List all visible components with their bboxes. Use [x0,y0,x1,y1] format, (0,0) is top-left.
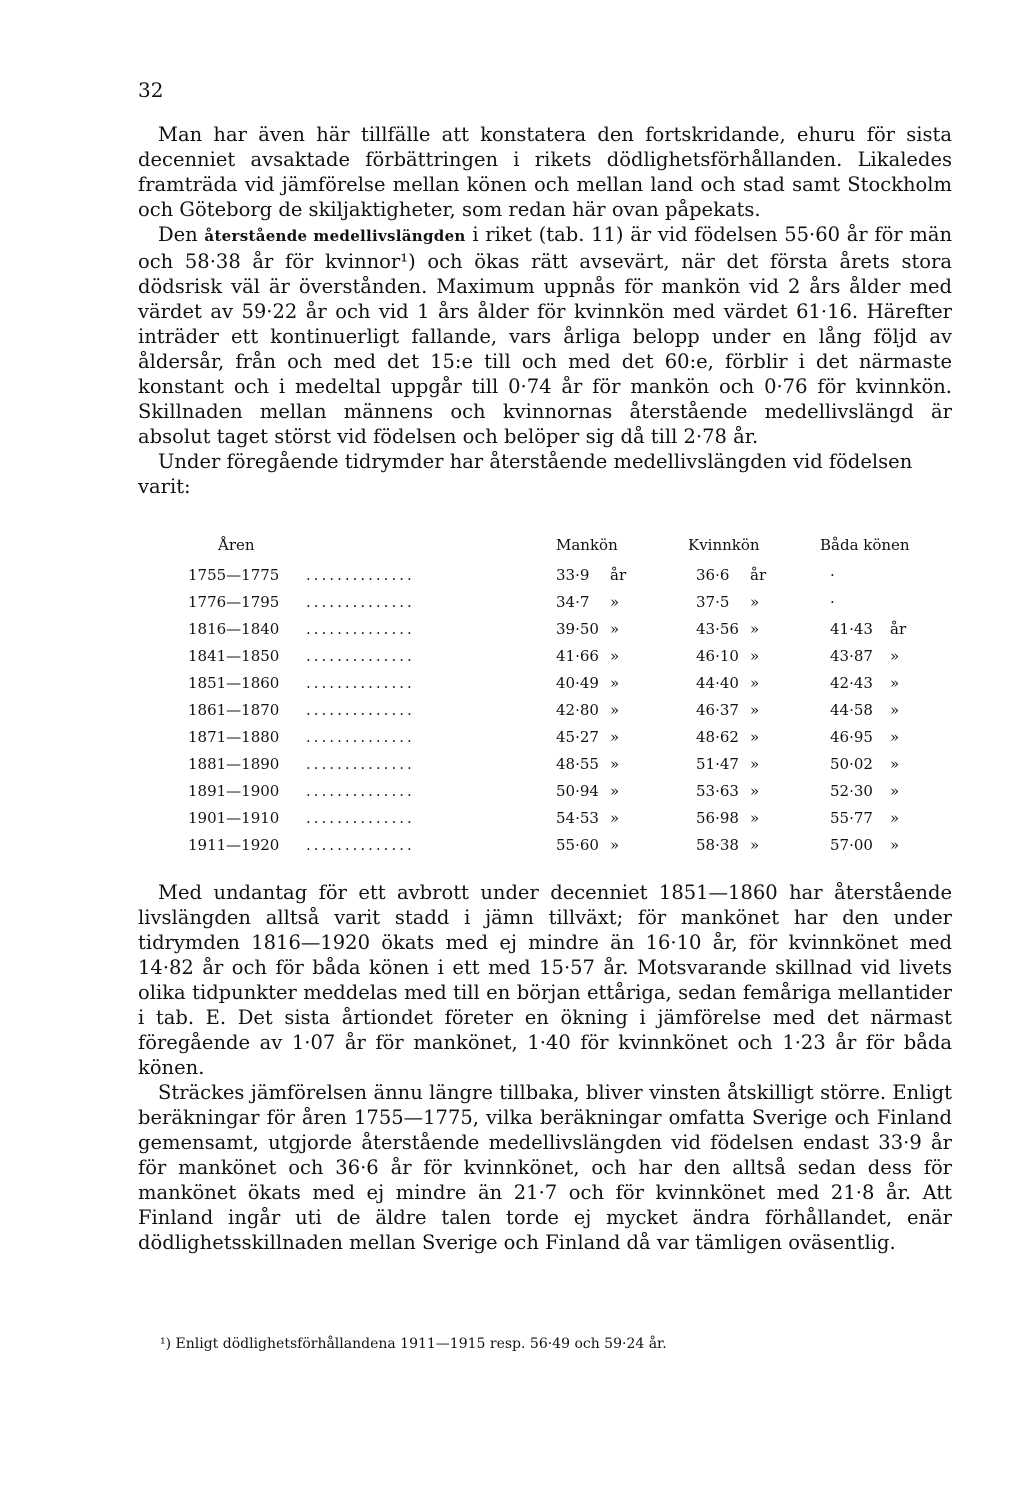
leader-dots: .............. [306,755,415,773]
life-expectancy-table [188,536,928,863]
cell-female-unit: » [750,809,760,827]
cell-years: 1881—1890 [188,755,280,773]
table-body [188,566,928,863]
emphasized-term: återstående medellivslängden [204,227,466,245]
table-row [188,755,928,782]
cell-both-unit: » [890,728,900,746]
paragraph-3: Under föregående tidrymder har återstående medellivslängden vid födelsen varit: [138,450,913,498]
cell-both-unit: » [890,782,900,800]
leader-dots: .............. [306,647,415,665]
leader-dots: .............. [306,674,415,692]
paragraph-2-lead: Den [158,223,205,246]
cell-female-unit: » [750,836,760,854]
cell-years: 1861—1870 [188,701,280,719]
cell-female-unit: » [750,620,760,638]
cell-both-unit: » [890,674,900,692]
body-text-top [138,122,952,499]
leader-dots: .............. [306,836,415,854]
paragraph-2 [138,222,952,449]
cell-female-unit: » [750,782,760,800]
cell-male: 42·80 [556,701,599,719]
header-male: Mankön [556,536,618,554]
leader-dots: .............. [306,566,415,584]
cell-years: 1901—1910 [188,809,280,827]
cell-male: 40·49 [556,674,599,692]
cell-years: 1755—1775 [188,566,280,584]
cell-both-unit: » [890,701,900,719]
header-female: Kvinnkön [688,536,760,554]
cell-female: 51·47 [696,755,739,773]
cell-female: 48·62 [696,728,739,746]
cell-both-unit: » [890,809,900,827]
cell-both-unit: år [890,620,907,638]
cell-both-unit: » [890,647,900,665]
cell-female: 36·6 [696,566,730,584]
cell-male-unit: » [610,836,620,854]
paragraph-1: Man har även här tillfälle att konstatera den fortskridande, ehuru för sista decenniet avsaktade förbättringen i rikets dödlighetsförhållanden. Likaledes framträda vid jämförelse mellan könen och mellan land och stad samt Stockholm och Göteborg de skiljaktigheter, som redan här ovan påpekats. [138,123,952,221]
table-row [188,701,928,728]
cell-male: 34·7 [556,593,590,611]
cell-male: 39·50 [556,620,599,638]
header-both: Båda könen [820,536,910,554]
cell-both: 43·87 [830,647,873,665]
cell-female-unit: » [750,755,760,773]
cell-both: 50·02 [830,755,873,773]
leader-dots: .............. [306,809,415,827]
paragraph-4: Med undantag för ett avbrott under decenniet 1851—1860 har återstående livslängden alltså varit stadd i jämn tillväxt; för mankönet har den under tidrymden 1816—1920 ökats med ej mindre än 16·10 år, för kvinnkönet med 14·82 år och för båda könen i ett med 15·57 år. Motsvarande skillnad vid livets olika tidpunkter meddelas med till en början ettåriga, sedan femåriga mellantider i tab. E. Det sista årtiondet företer en ökning i jämförelse med det närmast föregående av 1·07 år för mankönet, 1·40 för kvinnkönet och 1·23 år för båda könen. [138,881,952,1079]
cell-both-unit: » [890,755,900,773]
cell-male: 54·53 [556,809,599,827]
cell-female: 53·63 [696,782,739,800]
cell-male-unit: » [610,809,620,827]
paragraph-2-rest: i riket (tab. 11) är vid födelsen 55·60 år för män och 58·38 år för kvinnor¹) och ökas rätt avsevärt, när det första årets stora dödsrisk väl är överstånden. Maximum uppnås för mankön vid 2 års ålder med värdet av 59·22 år och vid 1 års ålder för kvinnkön med värdet 61·16. Härefter inträder ett kontinuerligt fallande, vars årliga belopp under en lång följd av åldersår, från och med det 15:e till och med det 60:e, förblir i det närmaste konstant och i medeltal uppgår till 0·74 år för mankön och 0·76 för kvinnkön. Skillnaden mellan männens och kvinnornas återstående medellivslängd är absolut taget störst vid födelsen och belöper sig då till 2·78 år. [138,223,953,448]
cell-both: · [830,566,835,584]
cell-male: 45·27 [556,728,599,746]
cell-female: 46·10 [696,647,739,665]
leader-dots: .............. [306,620,415,638]
cell-both: 46·95 [830,728,873,746]
cell-female: 58·38 [696,836,739,854]
cell-female: 37·5 [696,593,730,611]
cell-both: 42·43 [830,674,873,692]
cell-female: 46·37 [696,701,739,719]
cell-male-unit: » [610,647,620,665]
leader-dots: .............. [306,728,415,746]
cell-years: 1841—1850 [188,647,280,665]
cell-male-unit: » [610,620,620,638]
table-row [188,620,928,647]
leader-dots: .............. [306,593,415,611]
cell-female-unit: » [750,728,760,746]
leader-dots: .............. [306,782,415,800]
table-header [188,536,928,566]
cell-male-unit: år [610,566,627,584]
cell-both: 55·77 [830,809,873,827]
cell-years: 1776—1795 [188,593,280,611]
cell-both: · [830,593,835,611]
cell-years: 1911—1920 [188,836,280,854]
cell-male-unit: » [610,674,620,692]
cell-male-unit: » [610,782,620,800]
footnote: ¹) Enligt dödlighetsförhållandena 1911—1915 resp. 56·49 och 59·24 år. [160,1336,667,1352]
paragraph-5: Sträckes jämförelsen ännu längre tillbaka, bliver vinsten åtskilligt större. Enligt beräkningar för åren 1755—1775, vilka beräkningar omfatta Sverige och Finland gemensamt, utgjorde återstående medellivslängden vid födelsen endast 33·9 år för mankönet och 36·6 år för kvinnkönet, och har den alltså sedan dess för mankönet ökats med ej mindre än 21·7 och för kvinnkönet med 21·8 år. Att Finland ingår uti de äldre talen torde ej mycket ändra förhållandet, enär dödlighetsskillnaden mellan Sverige och Finland då var tämligen oväsentlig. [138,1081,952,1254]
cell-female-unit: » [750,701,760,719]
cell-male: 55·60 [556,836,599,854]
header-years: Åren [218,536,255,554]
page-number: 32 [138,78,164,102]
cell-years: 1851—1860 [188,674,280,692]
table-row [188,647,928,674]
leader-dots: .............. [306,701,415,719]
table-row [188,809,928,836]
cell-both: 52·30 [830,782,873,800]
table-row [188,566,928,593]
cell-years: 1891—1900 [188,782,280,800]
cell-male-unit: » [610,755,620,773]
table-row [188,782,928,809]
cell-female-unit: » [750,674,760,692]
cell-male-unit: » [610,701,620,719]
table-row [188,674,928,701]
cell-female-unit: » [750,647,760,665]
cell-male-unit: » [610,593,620,611]
cell-both: 57·00 [830,836,873,854]
cell-both-unit: » [890,836,900,854]
cell-male: 41·66 [556,647,599,665]
table-row [188,728,928,755]
cell-female: 43·56 [696,620,739,638]
cell-both: 41·43 [830,620,873,638]
cell-female-unit: år [750,566,767,584]
cell-female: 56·98 [696,809,739,827]
cell-male: 33·9 [556,566,590,584]
cell-female-unit: » [750,593,760,611]
cell-male: 48·55 [556,755,599,773]
table-row [188,593,928,620]
cell-years: 1871—1880 [188,728,280,746]
cell-male-unit: » [610,728,620,746]
table-row [188,836,928,863]
body-text-bottom [138,880,952,1255]
cell-both: 44·58 [830,701,873,719]
cell-female: 44·40 [696,674,739,692]
cell-years: 1816—1840 [188,620,280,638]
cell-male: 50·94 [556,782,599,800]
